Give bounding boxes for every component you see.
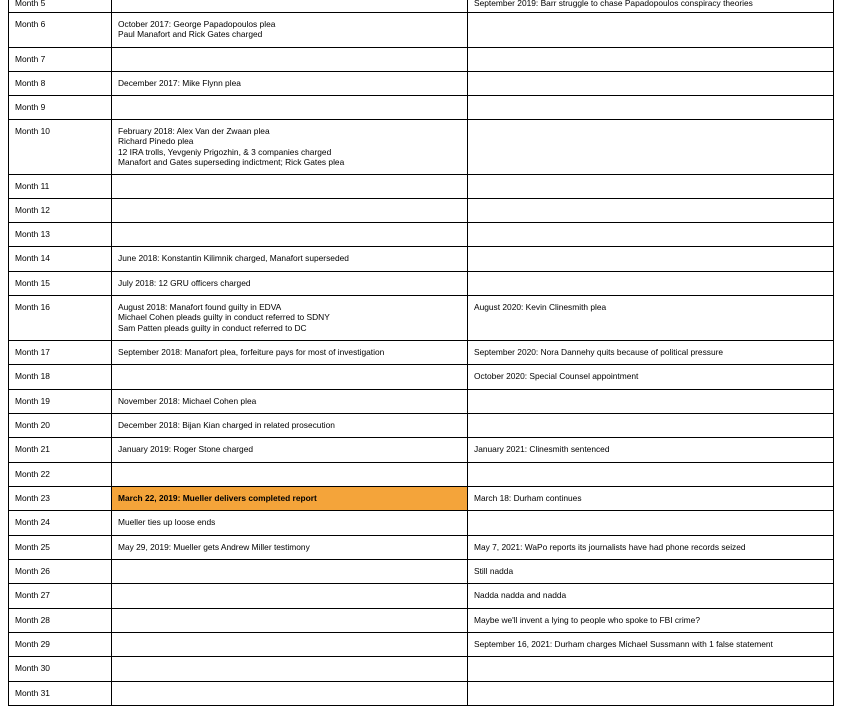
table-row [9, 438, 834, 463]
durham-event-line: January 2021: Clinesmith sentenced [474, 444, 610, 455]
mueller-cell[interactable] [112, 584, 468, 609]
month-cell[interactable] [9, 96, 112, 120]
mueller-event-line: March 22, 2019: Mueller delivers completed report [118, 493, 317, 504]
month-cell[interactable] [9, 48, 112, 72]
durham-event-line: September 2019: Barr struggle to chase Papadopoulos conspiracy theories [474, 0, 753, 8]
month-cell[interactable] [9, 536, 112, 560]
mueller-event-line: December 2017: Mike Flynn plea [118, 78, 241, 89]
mueller-cell[interactable] [112, 120, 468, 175]
table-row [9, 48, 834, 72]
table-row [9, 657, 834, 682]
table-row [9, 682, 834, 706]
month-label: Month 29 [15, 639, 50, 650]
table-row [9, 536, 834, 560]
durham-cell[interactable] [468, 296, 834, 341]
durham-cell[interactable] [468, 657, 834, 682]
month-label: Month 16 [15, 302, 50, 313]
mueller-cell[interactable] [112, 511, 468, 536]
mueller-cell[interactable] [112, 536, 468, 560]
mueller-event-line: September 2018: Manafort plea, forfeiture pays for most of investigation [118, 347, 385, 358]
durham-event-line: September 16, 2021: Durham charges Michael Sussmann with 1 false statement [474, 639, 773, 650]
month-cell[interactable] [9, 247, 112, 272]
month-cell[interactable] [9, 341, 112, 365]
month-cell[interactable] [9, 72, 112, 96]
durham-cell[interactable] [468, 199, 834, 223]
durham-cell[interactable] [468, 0, 834, 13]
table-row [9, 341, 834, 365]
month-label: Month 18 [15, 371, 50, 382]
durham-event-line: October 2020: Special Counsel appointment [474, 371, 639, 382]
mueller-cell[interactable] [112, 463, 468, 487]
month-cell[interactable] [9, 390, 112, 414]
mueller-event-line: May 29, 2019: Mueller gets Andrew Miller testimony [118, 542, 310, 553]
durham-cell[interactable] [468, 438, 834, 463]
table-row [9, 296, 834, 341]
durham-cell[interactable] [468, 120, 834, 175]
month-label: Month 24 [15, 517, 50, 528]
month-cell[interactable] [9, 511, 112, 536]
durham-cell[interactable] [468, 487, 834, 511]
table-row [9, 390, 834, 414]
month-label: Month 30 [15, 663, 50, 674]
month-label: Month 14 [15, 253, 50, 264]
mueller-event-line: Michael Cohen pleads guilty in conduct referred to SDNY [118, 312, 330, 323]
mueller-event-line: June 2018: Konstantin Kilimnik charged, Manafort superseded [118, 253, 349, 264]
durham-cell[interactable] [468, 96, 834, 120]
mueller-cell[interactable] [112, 0, 468, 13]
month-label: Month 11 [15, 181, 50, 192]
month-label: Month 20 [15, 420, 50, 431]
mueller-cell[interactable] [112, 414, 468, 438]
durham-cell[interactable] [468, 272, 834, 296]
month-cell[interactable] [9, 365, 112, 390]
month-cell[interactable] [9, 296, 112, 341]
month-cell[interactable] [9, 0, 112, 13]
month-cell[interactable] [9, 487, 112, 511]
table-row [9, 584, 834, 609]
month-cell[interactable] [9, 13, 112, 48]
month-label: Month 10 [15, 126, 50, 137]
mueller-event-line: Richard Pinedo plea [118, 136, 194, 147]
month-label: Month 13 [15, 229, 50, 240]
durham-cell[interactable] [468, 414, 834, 438]
table-row [9, 560, 834, 584]
durham-event-line: May 7, 2021: WaPo reports its journalists have had phone records seized [474, 542, 746, 553]
month-label: Month 22 [15, 469, 50, 480]
table-row [9, 120, 834, 175]
month-cell[interactable] [9, 120, 112, 175]
durham-event-line: September 2020: Nora Dannehy quits because of political pressure [474, 347, 724, 358]
mueller-event-line: Mueller ties up loose ends [118, 517, 216, 528]
mueller-cell[interactable] [112, 390, 468, 414]
table-row [9, 72, 834, 96]
table-row [9, 199, 834, 223]
mueller-event-line: July 2018: 12 GRU officers charged [118, 278, 251, 289]
durham-cell[interactable] [468, 511, 834, 536]
timeline-table [8, 0, 834, 706]
month-cell[interactable] [9, 584, 112, 609]
month-label: Month 25 [15, 542, 50, 553]
durham-event-line: March 18: Durham continues [474, 493, 582, 504]
month-cell[interactable] [9, 272, 112, 296]
durham-cell[interactable] [468, 390, 834, 414]
month-label: Month 28 [15, 615, 50, 626]
durham-cell[interactable] [468, 13, 834, 48]
mueller-event-line: November 2018: Michael Cohen plea [118, 396, 257, 407]
mueller-event-line: February 2018: Alex Van der Zwaan plea [118, 126, 270, 137]
month-cell[interactable] [9, 463, 112, 487]
month-cell[interactable] [9, 609, 112, 633]
month-cell[interactable] [9, 223, 112, 247]
durham-cell[interactable] [468, 560, 834, 584]
month-label: Month 5 [15, 0, 46, 8]
durham-cell[interactable] [468, 682, 834, 706]
table-row [9, 511, 834, 536]
durham-cell[interactable] [468, 365, 834, 390]
month-label: Month 23 [15, 493, 50, 504]
mueller-cell[interactable] [112, 175, 468, 199]
durham-cell[interactable] [468, 72, 834, 96]
durham-cell[interactable] [468, 609, 834, 633]
mueller-cell[interactable] [112, 365, 468, 390]
mueller-cell[interactable] [112, 296, 468, 341]
mueller-event-line: 12 IRA trolls, Yevgeniy Prigozhin, & 3 companies charged [118, 146, 332, 157]
durham-cell[interactable] [468, 633, 834, 657]
month-cell[interactable] [9, 682, 112, 706]
table-row [9, 247, 834, 272]
month-cell[interactable] [9, 414, 112, 438]
month-cell[interactable] [9, 633, 112, 657]
mueller-cell[interactable] [112, 199, 468, 223]
durham-event-line: Nadda nadda and nadda [474, 590, 567, 601]
mueller-cell[interactable] [112, 247, 468, 272]
month-label: Month 26 [15, 566, 50, 577]
mueller-cell[interactable] [112, 487, 468, 511]
table-row [9, 223, 834, 247]
month-cell[interactable] [9, 657, 112, 682]
month-cell[interactable] [9, 560, 112, 584]
month-cell[interactable] [9, 199, 112, 223]
mueller-cell[interactable] [112, 341, 468, 365]
durham-cell[interactable] [468, 247, 834, 272]
table-row [9, 96, 834, 120]
table-row [9, 272, 834, 296]
mueller-cell[interactable] [112, 272, 468, 296]
month-label: Month 12 [15, 205, 50, 216]
month-label: Month 6 [15, 19, 46, 30]
mueller-cell[interactable] [112, 609, 468, 633]
month-cell[interactable] [9, 175, 112, 199]
mueller-event-line: December 2018: Bijan Kian charged in related prosecution [118, 420, 335, 431]
mueller-cell[interactable] [112, 682, 468, 706]
month-label: Month 17 [15, 347, 50, 358]
durham-cell[interactable] [468, 223, 834, 247]
mueller-event-line: January 2019: Roger Stone charged [118, 444, 254, 455]
durham-cell[interactable] [468, 48, 834, 72]
mueller-event-line: October 2017: George Papadopoulos plea [118, 19, 276, 30]
mueller-cell[interactable] [112, 13, 468, 48]
month-cell[interactable] [9, 438, 112, 463]
table-row [9, 633, 834, 657]
table-row [9, 0, 834, 13]
table-row [9, 175, 834, 199]
mueller-event-line: Paul Manafort and Rick Gates charged [118, 29, 263, 40]
mueller-cell[interactable] [112, 72, 468, 96]
month-label: Month 15 [15, 278, 50, 289]
table-row [9, 609, 834, 633]
mueller-event-line: Manafort and Gates superseding indictment; Rick Gates plea [118, 156, 345, 167]
month-label: Month 21 [15, 444, 50, 455]
mueller-cell[interactable] [112, 438, 468, 463]
timeline-body [9, 0, 834, 706]
month-label: Month 9 [15, 102, 46, 113]
durham-cell[interactable] [468, 175, 834, 199]
mueller-cell[interactable] [112, 223, 468, 247]
month-label: Month 31 [15, 688, 50, 699]
mueller-event-line: August 2018: Manafort found guilty in EDVA [118, 302, 282, 313]
durham-cell[interactable] [468, 463, 834, 487]
mueller-event-line: Sam Patten pleads guilty in conduct referred to DC [118, 322, 307, 333]
table-row [9, 463, 834, 487]
month-label: Month 19 [15, 396, 50, 407]
table-row [9, 487, 834, 511]
table-row [9, 365, 834, 390]
durham-event-line: August 2020: Kevin Clinesmith plea [474, 302, 607, 313]
durham-cell[interactable] [468, 536, 834, 560]
mueller-cell[interactable] [112, 48, 468, 72]
durham-event-line: Still nadda [474, 566, 514, 577]
table-row [9, 414, 834, 438]
mueller-cell[interactable] [112, 633, 468, 657]
durham-event-line: Maybe we'll invent a lying to people who spoke to FBI crime? [474, 615, 700, 626]
mueller-cell[interactable] [112, 657, 468, 682]
durham-cell[interactable] [468, 584, 834, 609]
month-label: Month 7 [15, 54, 46, 65]
mueller-cell[interactable] [112, 96, 468, 120]
month-label: Month 8 [15, 78, 46, 89]
table-row [9, 13, 834, 48]
mueller-cell[interactable] [112, 560, 468, 584]
durham-cell[interactable] [468, 341, 834, 365]
month-label: Month 27 [15, 590, 50, 601]
